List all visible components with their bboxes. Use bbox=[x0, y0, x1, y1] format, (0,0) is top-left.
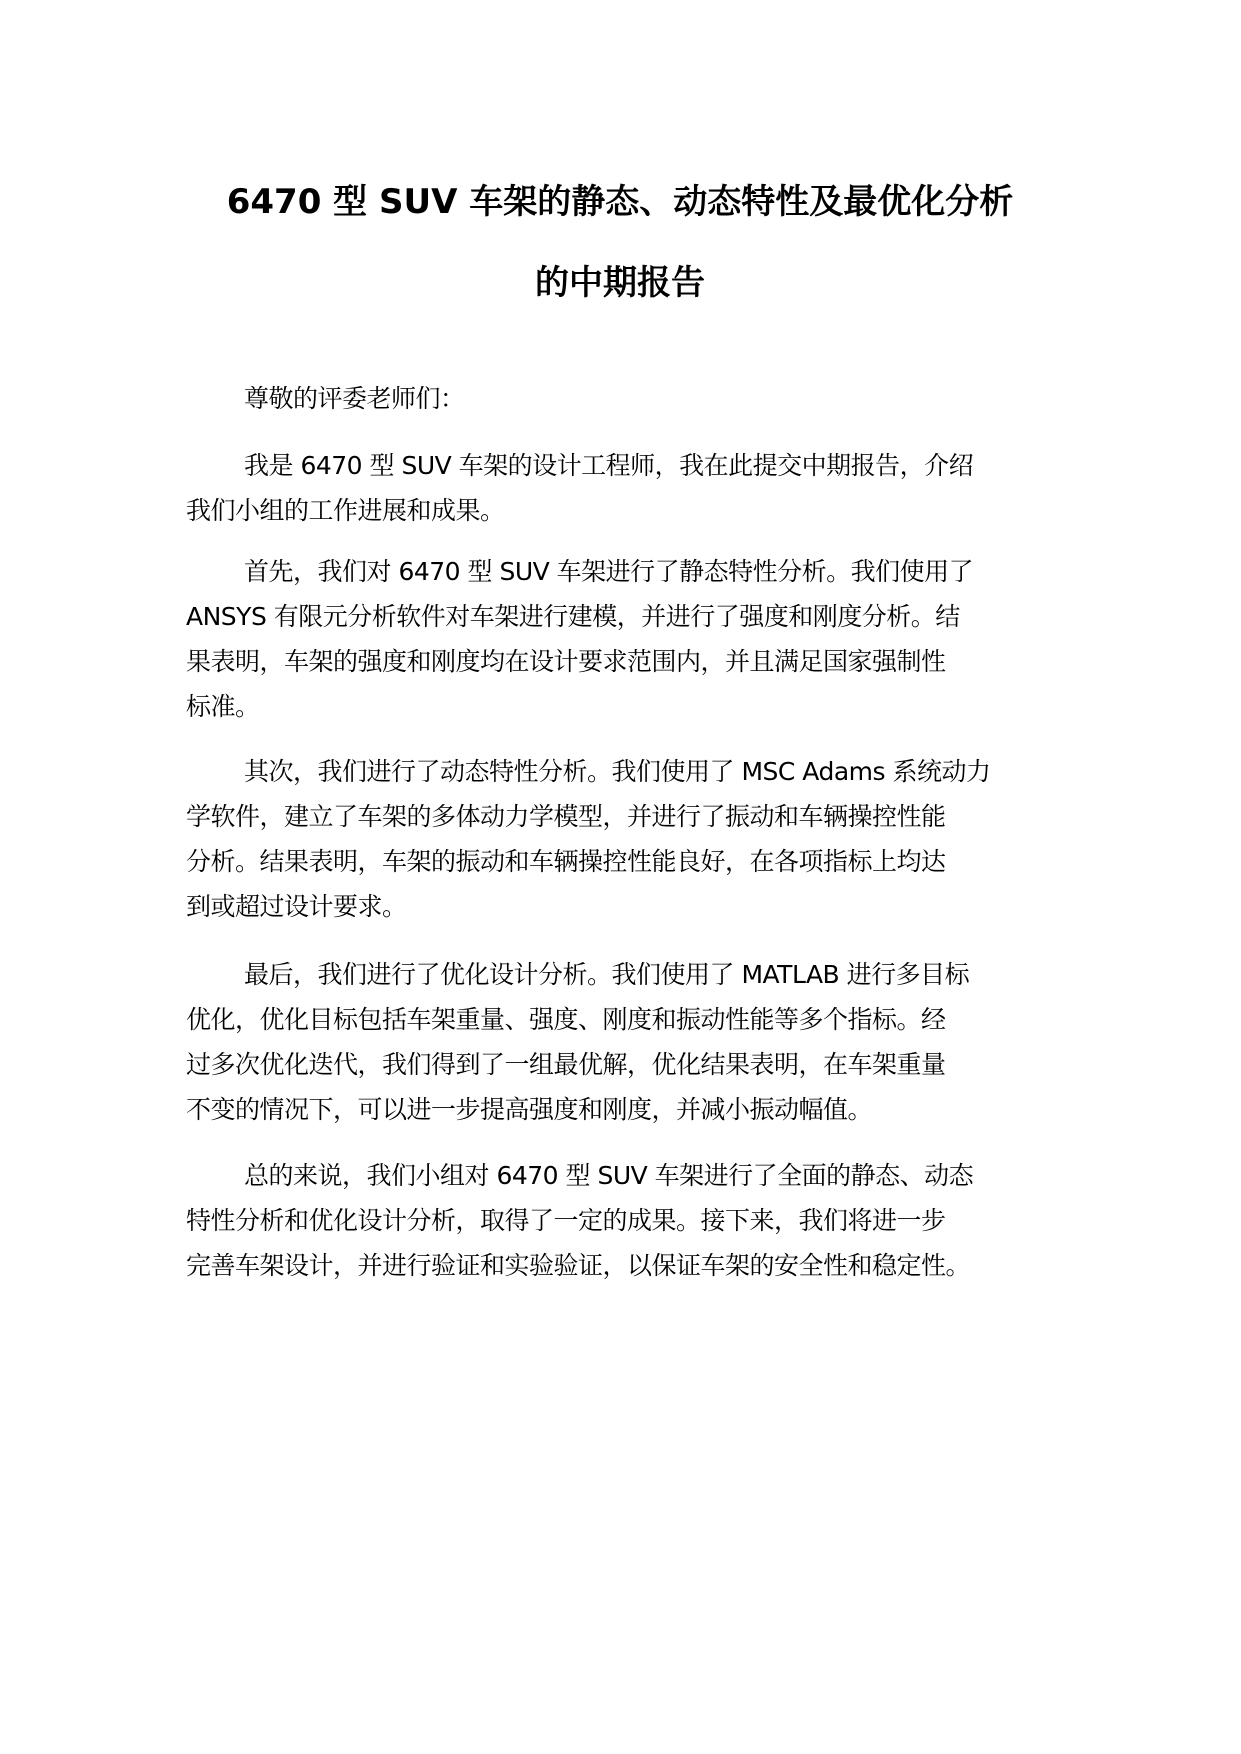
paragraph-line: 不变的情况下，可以进一步提高强度和刚度，并减小振动幅值。 bbox=[186, 1095, 873, 1124]
greeting-paragraph bbox=[186, 376, 1086, 421]
body-paragraph-2 bbox=[186, 549, 1086, 729]
paragraph-line: 过多次优化迭代，我们得到了一组最优解，优化结果表明，在车架重量 bbox=[186, 1050, 946, 1079]
paragraph-line: 总的来说，我们小组对 6470 型 SUV 车架进行了全面的静态、动态 bbox=[244, 1161, 974, 1190]
paragraph-line: 特性分析和优化设计分析，取得了一定的成果。接下来，我们将进一步 bbox=[186, 1206, 946, 1235]
body-paragraph-5 bbox=[186, 1153, 1086, 1288]
body-paragraph-1 bbox=[186, 443, 1086, 533]
paragraph-line: ANSYS 有限元分析软件对车架进行建模，并进行了强度和刚度分析。结 bbox=[186, 602, 960, 631]
paragraph-line: 我们小组的工作进展和成果。 bbox=[186, 496, 505, 525]
paragraph-line: 学软件，建立了车架的多体动力学模型，并进行了振动和车辆操控性能 bbox=[186, 802, 946, 831]
paragraph-line: 到或超过设计要求。 bbox=[186, 892, 407, 921]
paragraph-line: 标准。 bbox=[186, 692, 260, 721]
paragraph-line: 我是 6470 型 SUV 车架的设计工程师，我在此提交中期报告，介绍 bbox=[244, 451, 974, 480]
paragraph-line: 其次，我们进行了动态特性分析。我们使用了 MSC Adams 系统动力 bbox=[244, 757, 991, 786]
body-paragraph-4 bbox=[186, 952, 1086, 1132]
document-title-line-2: 的中期报告 bbox=[535, 263, 705, 303]
body-paragraph-3 bbox=[186, 749, 1086, 929]
paragraph-line: 首先，我们对 6470 型 SUV 车架进行了静态特性分析。我们使用了 bbox=[244, 557, 974, 586]
paragraph-line: 分析。结果表明，车架的振动和车辆操控性能良好，在各项指标上均达 bbox=[186, 847, 946, 876]
paragraph-line: 果表明，车架的强度和刚度均在设计要求范围内，并且满足国家强制性 bbox=[186, 647, 946, 676]
greeting-line: 尊敬的评委老师们： bbox=[244, 384, 465, 413]
document-title-line-1: 6470 型 SUV 车架的静态、动态特性及最优化分析 bbox=[226, 182, 1014, 222]
paragraph-line: 优化，优化目标包括车架重量、强度、刚度和振动性能等多个指标。经 bbox=[186, 1005, 946, 1034]
paragraph-line: 最后，我们进行了优化设计分析。我们使用了 MATLAB 进行多目标 bbox=[244, 960, 970, 989]
paragraph-line: 完善车架设计，并进行验证和实验验证，以保证车架的安全性和稳定性。 bbox=[186, 1251, 971, 1280]
